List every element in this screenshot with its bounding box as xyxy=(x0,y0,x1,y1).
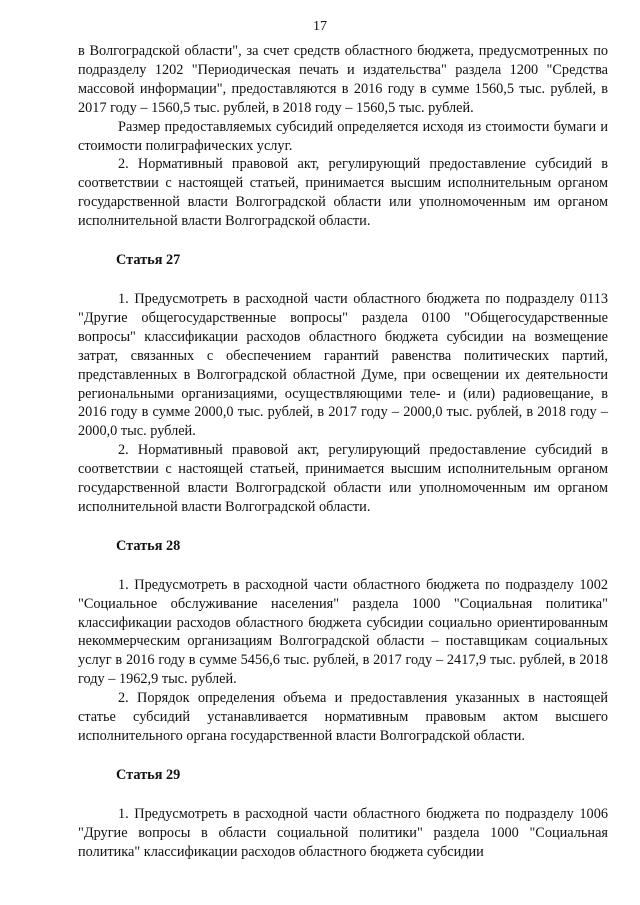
document-body xyxy=(78,42,608,862)
paragraph-article-29-item-1: 1. Предусмотреть в расходной части областного бюджета по подразделу 1006 "Другие вопросы в области социальной политики" раздела 1000 "Социальная политика" классификации расходов областного бюджета субсидии xyxy=(78,805,608,860)
paragraph-article-28-item-1: 1. Предусмотреть в расходной части областного бюджета по подразделу 1002 "Социальное обслуживание населения" раздела 1000 "Социальная политика" классификации расходов областного бюджета субсидии социально ориентированным некоммерческим организациям Волгоградской области – поставщикам социальных услуг в 2016 году в сумме 5456,6 тыс. рублей, в 2017 году – 2417,9 тыс. рублей, в 2018 году – 1962,9 тыс. рублей. xyxy=(78,576,608,688)
page-number: 17 xyxy=(313,19,327,34)
paragraph-normative-act: 2. Нормативный правовой акт, регулирующий предоставление субсидий в соответствии с настоящей статьей, принимается высшим исполнительным органом государственной власти Волгоградской области или уполномоченным им органом исполнительной власти Волгоградской области. xyxy=(78,156,608,230)
heading-article-27: Статья 27 xyxy=(116,252,181,269)
heading-article-28: Статья 28 xyxy=(116,537,181,554)
heading-article-29: Статья 29 xyxy=(116,766,181,783)
paragraph-subsidy-amounts: в Волгоградской области", за счет средств областного бюджета, предусмотренных по подразделу 1202 "Периодическая печать и издательства" раздела 1200 "Средства массовой информации", предоставляются в 2016 году в сумме 1560,5 тыс. рублей, в 2017 году – 1560,5 тыс. рублей, в 2018 году – 1560,5 тыс. рублей. xyxy=(78,43,608,116)
paragraph-subsidy-size: Размер предоставляемых субсидий определяется исходя из стоимости бумаги и стоимости полиграфических услуг. xyxy=(78,118,608,154)
paragraph-article-28-item-2: 2. Порядок определения объема и предоставления указанных в настоящей статье субсидий устанавливается нормативным правовым актом высшего исполнительного органа государственной власти Волгоградской области. xyxy=(78,690,608,744)
paragraph-article-27-item-2: 2. Нормативный правовой акт, регулирующий предоставление субсидий в соответствии с настоящей статьей, принимается высшим исполнительным органом государственной власти Волгоградской области или уполномоченным им органом исполнительной власти Волгоградской области. xyxy=(78,442,608,515)
paragraph-article-27-item-1: 1. Предусмотреть в расходной части областного бюджета по подразделу 0113 "Другие общегосударственные вопросы" раздела 0100 "Общегосударственные вопросы" классификации расходов областного бюджета субсидии на возмещение затрат, связанных с обеспечением гарантий равенства политических партий, представленных в Волгоградской областной Думе, при освещении их деятельности региональными организациями, осуществляющими теле- и (или) радиовещание, в 2016 году в сумме 2000,0 тыс. рублей, в 2017 году – 2000,0 тыс. рублей, в 2018 году – 2000,0 тыс. рублей. xyxy=(78,290,608,440)
